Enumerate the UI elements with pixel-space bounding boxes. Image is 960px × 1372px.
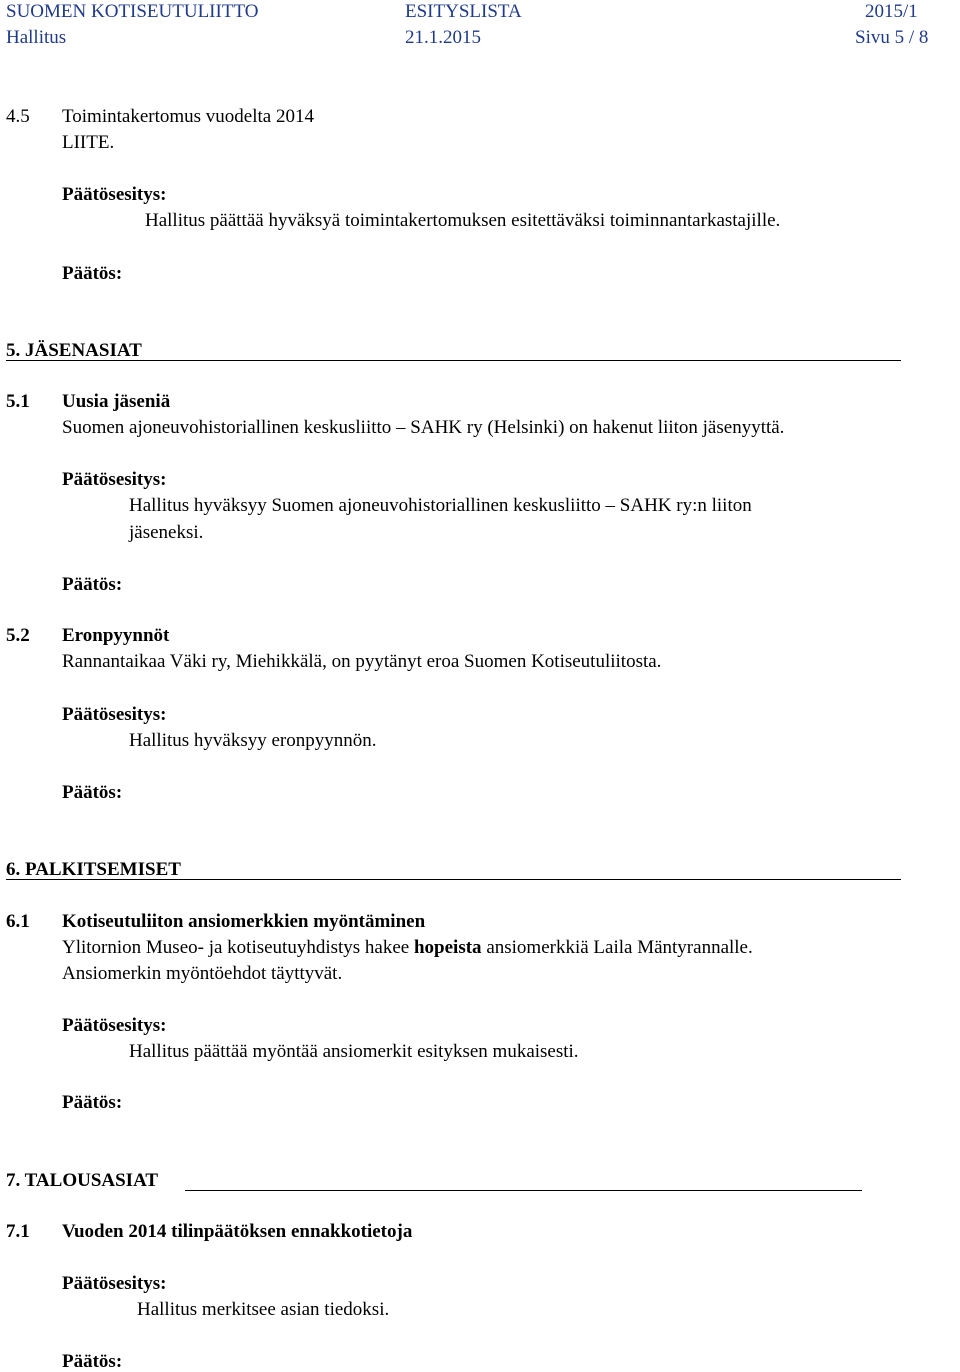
item-5-2-decision-label: Päätös: — [62, 782, 123, 803]
item-6-1-body-line2: Ansiomerkin myöntöehdot täyttyvät. — [62, 963, 343, 984]
item-5-1-decision-label: Päätös: — [62, 574, 123, 595]
header-page: Sivu 5 / 8 — [855, 27, 929, 48]
item-7-1-proposal-text: Hallitus merkitsee asian tiedoksi. — [137, 1299, 390, 1320]
item-5-2-body: Rannantaikaa Väki ry, Miehikkälä, on pyytänyt eroa Suomen Kotiseutuliitosta. — [62, 651, 662, 672]
item-5-2-proposal-label: Päätösesitys: — [62, 704, 167, 725]
item-4-5-attachment: LIITE. — [62, 132, 115, 153]
item-6-1-proposal-text: Hallitus päättää myöntää ansiomerkit esityksen mukaisesti. — [129, 1041, 579, 1062]
item-4-5-title: Toimintakertomus vuodelta 2014 — [62, 106, 314, 127]
item-5-2-number: 5.2 — [6, 625, 30, 646]
item-5-1-proposal-line2: jäseneksi. — [129, 522, 204, 543]
item-4-5-decision-label: Päätös: — [62, 263, 123, 284]
header-doc-type: ESITYSLISTA — [405, 1, 522, 22]
header-org: SUOMEN KOTISEUTULIITTO — [6, 1, 259, 22]
item-5-2-title: Eronpyynnöt — [62, 625, 170, 646]
item-6-1-decision-label: Päätös: — [62, 1092, 123, 1113]
header-date: 21.1.2015 — [405, 27, 481, 48]
item-7-1-decision-label: Päätös: — [62, 1351, 123, 1372]
item-4-5-proposal-label: Päätösesitys: — [62, 184, 167, 205]
item-5-1-title: Uusia jäseniä — [62, 391, 171, 412]
section-6-underline — [6, 879, 901, 880]
section-6-heading: 6. PALKITSEMISET — [6, 859, 181, 880]
item-6-1-title: Kotiseutuliiton ansiomerkkien myöntäminen — [62, 911, 426, 932]
item-4-5-proposal-text: Hallitus päättää hyväksyä toimintakertomuksen esitettäväksi toiminnantarkastajille. — [145, 210, 781, 231]
item-6-1-number: 6.1 — [6, 911, 30, 932]
item-7-1-proposal-label: Päätösesitys: — [62, 1273, 167, 1294]
section-5-heading: 5. JÄSENASIAT — [6, 340, 142, 361]
item-6-1-body-pre: Ylitornion Museo- ja kotiseutuyhdistys hakee — [62, 937, 414, 958]
item-5-1-proposal-label: Päätösesitys: — [62, 469, 167, 490]
item-7-1-title: Vuoden 2014 tilinpäätöksen ennakkotietoja — [62, 1221, 413, 1242]
item-5-2-proposal-text: Hallitus hyväksyy eronpyynnön. — [129, 730, 377, 751]
item-4-5-number: 4.5 — [6, 106, 30, 127]
item-5-1-body: Suomen ajoneuvohistoriallinen keskusliitto – SAHK ry (Helsinki) on hakenut liiton jäsenyyttä. — [62, 417, 785, 438]
section-7-underline — [185, 1190, 862, 1191]
section-7-heading: 7. TALOUSASIAT — [6, 1170, 159, 1191]
item-5-1-number: 5.1 — [6, 391, 30, 412]
item-6-1-proposal-label: Päätösesitys: — [62, 1015, 167, 1036]
item-5-1-proposal-line1: Hallitus hyväksyy Suomen ajoneuvohistoriallinen keskusliitto – SAHK ry:n liiton — [129, 495, 752, 516]
item-6-1-body-post: ansiomerkkiä Laila Mäntyrannalle. — [481, 937, 753, 958]
header-doc-number: 2015/1 — [865, 1, 918, 22]
item-6-1-body-bold: hopeista — [413, 937, 482, 958]
section-5-underline — [6, 360, 901, 361]
item-6-1-body — [62, 938, 753, 957]
item-7-1-number: 7.1 — [6, 1221, 30, 1242]
header-body: Hallitus — [6, 27, 67, 48]
